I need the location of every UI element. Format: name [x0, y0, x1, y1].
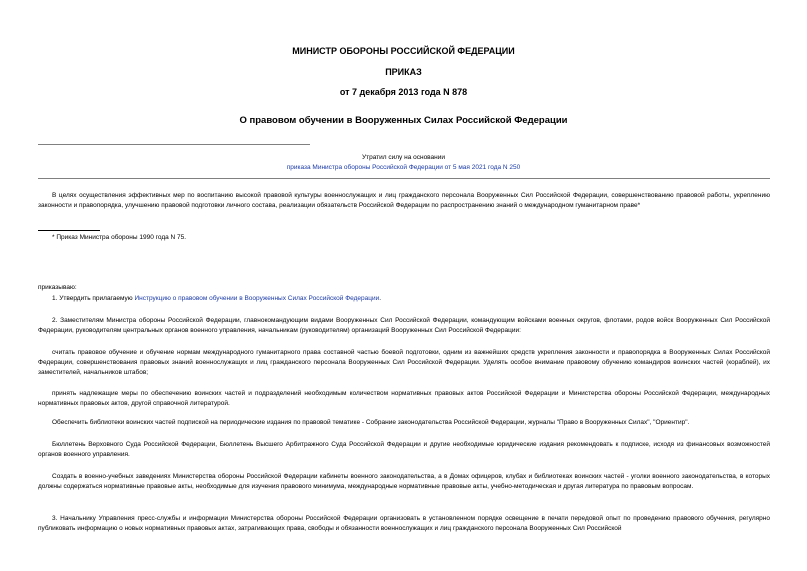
status-line: Утратил силу на основании	[361, 154, 446, 161]
create-paragraph: Создать в военно-учебных заведениях Министерства обороны Российской Федерации кабинеты военного законодательства, а в Домах офицеров, клубах и библиотеках воинских частей - уголки военного законодательства, в которых должны содержаться нормативные правовые акты, необходимые для изучения правового минимума, международные нормативные правовые акты, учебно-методическая и другая литература по правовым вопросам.	[38, 473, 770, 490]
status-link[interactable]: приказа Министра обороны Российской Федерации от 5 мая 2021 года N 250	[286, 164, 521, 171]
document-title: О правовом обучении в Вооруженных Силах Российской Федерации	[239, 115, 568, 126]
footnote: * Приказ Министра обороны 1990 года N 75.	[52, 234, 187, 241]
item-3-paragraph: 3. Начальнику Управления пресс-службы и информации Министерства обороны Российской Федерации организовать в установленном порядке освещение в печати передовой опыт по проведению правового обучения, регулярно публиковать информацию о новых нормативных правовых актах, затрагивающих права, свободы и обязанности военнослужащих и лиц гражданского персонала Вооруженных Сил Российской	[38, 515, 770, 532]
doc-type-heading: ПРИКАЗ	[385, 67, 422, 77]
consider-paragraph: считать правовое обучение и обучение нормам международного гуманитарного права составной частью боевой подготовки, одним из важнейших средств укрепления законности и правопорядка в Вооруженных Силах Российской Федерации, совершенствования правовых знаний военнослужащих и лиц гражданского персонала Вооруженных Сил Российской Федерации. Уделять особое внимание правовому обучению командиров воинских частей (кораблей), их заместителей, начальников штабов;	[38, 349, 770, 376]
bulletin-paragraph: Бюллетень Верховного Суда Российской Федерации, Бюллетень Высшего Арбитражного Суда Российской Федерации и другие необходимые юридические издания рекомендовать к подписке, исходя из финансовых возможностей органов военного управления.	[38, 441, 770, 458]
item-1-prefix: 1. Утвердить прилагаемую	[52, 295, 135, 302]
intro-paragraph: В целях осуществления эффективных мер по воспитанию высокой правовой культуры военнослужащих и лиц гражданского персонала Вооруженных Сил Российской Федерации, совершенствованию правовой работы, укреплению законности и правопорядка, улучшению правовой подготовки личного состава, реализации обязательств Российской Федерации по распространению знаний о международном гуманитарном праве*	[38, 192, 770, 209]
status-divider-bottom	[38, 178, 770, 179]
measures-paragraph: принять надлежащие меры по обеспечению воинских частей и подразделений необходимым количеством нормативных правовых актов Российской Федерации и Министерства обороны Российской Федерации, международных нормативных правовых актов, другой справочной литературой.	[38, 390, 770, 407]
instruction-link[interactable]: Инструкцию о правовом обучении в Вооруженных Силах Российской Федерации	[134, 295, 380, 302]
item-1-suffix: .	[379, 295, 382, 302]
item-2-paragraph: 2. Заместителям Министра обороны Российской Федерации, главнокомандующим видами Вооруженных Сил Российской Федерации, командующим войсками военных округов, флотами, родов войск Вооруженных Сил Российской Федерации, руководителям центральных органов военного управления, начальникам (руководителям) организаций Вооруженных Сил Российской Федерации:	[38, 317, 770, 334]
libraries-paragraph: Обеспечить библиотеки воинских частей подпиской на периодические издания по правовой тематике - Собрание законодательства Российской Федерации, журналы "Право в Вооруженных Силах", "Ориентир".	[52, 419, 690, 426]
status-divider-top	[38, 144, 310, 145]
footnote-separator	[38, 230, 100, 231]
date-number-heading: от 7 декабря 2013 года N 878	[339, 87, 468, 97]
item-1-paragraph	[38, 294, 770, 304]
order-word: приказываю:	[38, 284, 77, 291]
ministry-heading: МИНИСТР ОБОРОНЫ РОССИЙСКОЙ ФЕДЕРАЦИИ	[292, 46, 515, 56]
